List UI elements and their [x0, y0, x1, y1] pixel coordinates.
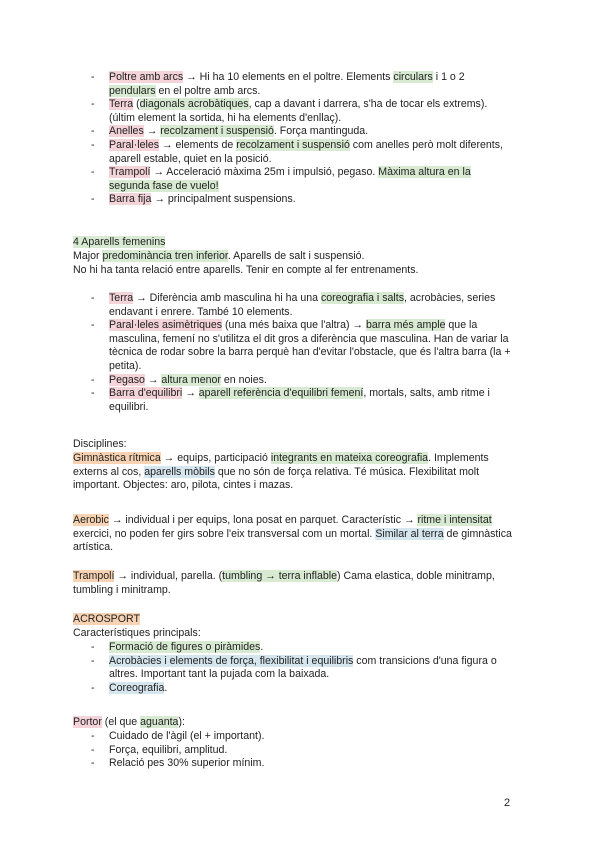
list-item: - Cuidado de l'àgil (el + important).: [109, 730, 514, 744]
text-segment: → individual, parella. (: [114, 570, 223, 582]
text-segment: →: [143, 125, 161, 138]
highlighted-text: ritme i intensitat: [417, 514, 492, 526]
list-item: [109, 682, 514, 696]
highlighted-text: Terra: [109, 292, 134, 304]
list-portor: [0, 730, 514, 771]
text-segment: i 1 o 2: [432, 71, 465, 83]
highlighted-text: Formació de figures o piràmides: [109, 641, 261, 653]
acrosport-heading: [73, 613, 513, 627]
text-segment: → Diferència amb masculina hi ha una: [133, 292, 321, 304]
list-item: [109, 655, 514, 682]
section-intro-line-2: No hi ha tanta relació entre aparells. Tenir en compte al fer entrenaments.: [73, 264, 419, 276]
highlighted-text: Trampolí: [73, 570, 115, 582]
text-segment: (: [133, 98, 140, 111]
highlighted-text: aparells mòbils: [144, 465, 215, 478]
highlighted-text: Màxima altura en la segunda fase de vuelo!: [109, 166, 471, 192]
highlighted-text: Pegaso: [109, 373, 145, 386]
page-number: 2: [504, 797, 511, 809]
highlighted-text: Acrobàcies i elements de força, flexibilitat i equilibris: [109, 654, 354, 667]
text-segment: exercici, no poden fer girs sobre l'eix transversal com un mortal.: [73, 527, 376, 540]
text-segment: . Força mantinguda.: [273, 125, 369, 138]
highlighted-text: Similar al terra: [375, 527, 444, 540]
highlighted-text: diagonals acrobàtiques: [139, 98, 249, 111]
section-title: 4 Aparells femenins: [73, 236, 166, 248]
highlighted-text: Barra d'equilibri: [109, 387, 183, 400]
highlighted-text: Trampolí: [109, 166, 151, 179]
list-item: [109, 71, 514, 98]
paragraph-trampoline: [73, 570, 513, 597]
highlighted-text: Barra fija: [109, 193, 152, 206]
highlighted-text: Portor: [73, 716, 102, 728]
section-intro-line: [73, 250, 513, 264]
highlighted-text: Paral·leles asimètriques: [109, 319, 223, 332]
text-segment: ):: [178, 716, 185, 728]
highlighted-text: aparell referència d'equilibri femení: [198, 387, 364, 400]
list-item: [109, 193, 514, 207]
list-item: - Relació pes 30% superior mínim.: [109, 757, 514, 771]
disciplines-title: Disciplines:: [73, 438, 127, 450]
list-item: [109, 387, 514, 414]
text-segment: com transicions d'una figura o altres. Important tant la pujada com la baixada.: [109, 654, 497, 681]
portor-heading: [73, 716, 513, 730]
list-item: [109, 292, 514, 319]
highlighted-text: altura menor: [161, 373, 221, 386]
list-item: [109, 319, 514, 373]
text-segment: (una més baixa que l'altra) →: [222, 319, 366, 332]
text-segment: →: [182, 387, 199, 400]
list-item: [109, 166, 514, 193]
paragraph-rhythmic: [73, 452, 513, 493]
highlighted-text: Paral·leles: [109, 138, 160, 151]
highlighted-text: Aerobic: [73, 514, 109, 526]
text-segment: .: [260, 641, 264, 653]
highlighted-text: Terra: [109, 98, 134, 111]
text-segment: → individual i per equips, lona posat en parquet. Característic →: [108, 514, 418, 526]
text-segment: com anelles però molt diferents, aparell estable, quiet en la posició.: [109, 138, 503, 165]
text-segment: → Hi ha 10 elements en el poltre. Elements: [183, 71, 394, 83]
acrosport-subtitle: Característiques principals:: [73, 627, 201, 639]
text-segment: Major: [73, 250, 103, 262]
text-segment: . Implements externs al cos,: [73, 452, 489, 478]
text-segment: (el que: [101, 716, 141, 728]
paragraph-aerobic: [73, 514, 513, 555]
text-segment: que no són de força relativa. Té música. Flexibilitat molt important. Objectes: aro, pilota, cintes i mazas.: [73, 465, 480, 492]
highlighted-text: circulars: [393, 71, 433, 83]
list-item: [109, 125, 514, 139]
text-segment: de gimnàstica artística.: [73, 527, 512, 554]
text-segment: → equips, participació: [160, 452, 271, 464]
highlighted-text: coreografia i salts: [320, 292, 405, 304]
text-segment: , mortals, salts, amb ritme i equilibri.: [109, 387, 490, 413]
highlighted-text: Poltre amb arcs: [109, 71, 184, 83]
highlighted-text: tumbling → terra inflable: [222, 570, 337, 582]
list-feminine-apparatus: [0, 292, 514, 414]
text-segment: , acrobàcies, series endavant i enrere. També 10 elements.: [109, 292, 496, 318]
list-masculine-apparatus: [0, 71, 514, 207]
list-item: [109, 98, 514, 125]
highlighted-text: predominància tren inferior: [102, 250, 228, 262]
text-segment: . Aparells de salt i suspensió.: [227, 250, 365, 262]
text-segment: → principalment suspensions.: [151, 193, 296, 206]
text-segment: .: [164, 681, 168, 694]
highlighted-text: pendulars: [109, 84, 156, 97]
highlighted-text: Gimnàstica rítmica: [73, 452, 161, 464]
text-segment: que la masculina, femení no s'utilitza el dit gros a diferència que masculina. Han de variar la tècnica de rodar sobre la barra perquè han d'evitar l'obstacle, que és l'altra barra (la + petita).: [109, 319, 511, 372]
section-heading-feminine: [73, 236, 513, 250]
highlighted-text: Coreografia: [109, 681, 165, 694]
highlighted-text: aguanta: [140, 716, 179, 728]
list-item: - Força, equilibri, amplitud.: [109, 744, 514, 758]
acrosport-title: ACROSPORT: [73, 613, 140, 625]
text-segment: →: [144, 373, 162, 386]
list-item: [109, 641, 514, 655]
text-segment: en noies.: [220, 373, 267, 386]
list-item: [109, 374, 514, 388]
highlighted-text: recolzament i suspensió: [160, 125, 274, 138]
text-segment: → Acceleració màxima 25m i impulsió, pegaso.: [150, 166, 379, 179]
text-segment: → elements de: [159, 138, 237, 151]
highlighted-text: integrants en mateixa coreografia: [270, 452, 429, 464]
list-item: [109, 139, 514, 166]
text-segment: ) Cama elastica, doble minitramp, tumbling i minitramp.: [73, 570, 495, 596]
list-acrosport-features: [0, 641, 514, 695]
highlighted-text: recolzament i suspensió: [236, 138, 350, 151]
highlighted-text: barra més ample: [365, 319, 446, 332]
text-segment: en el poltre amb arcs.: [155, 84, 261, 97]
highlighted-text: Anelles: [109, 125, 144, 138]
text-segment: , cap a davant i darrera, s'ha de tocar els extrems). (últim element la sortida, hi ha elements d'enllaç).: [109, 98, 488, 124]
